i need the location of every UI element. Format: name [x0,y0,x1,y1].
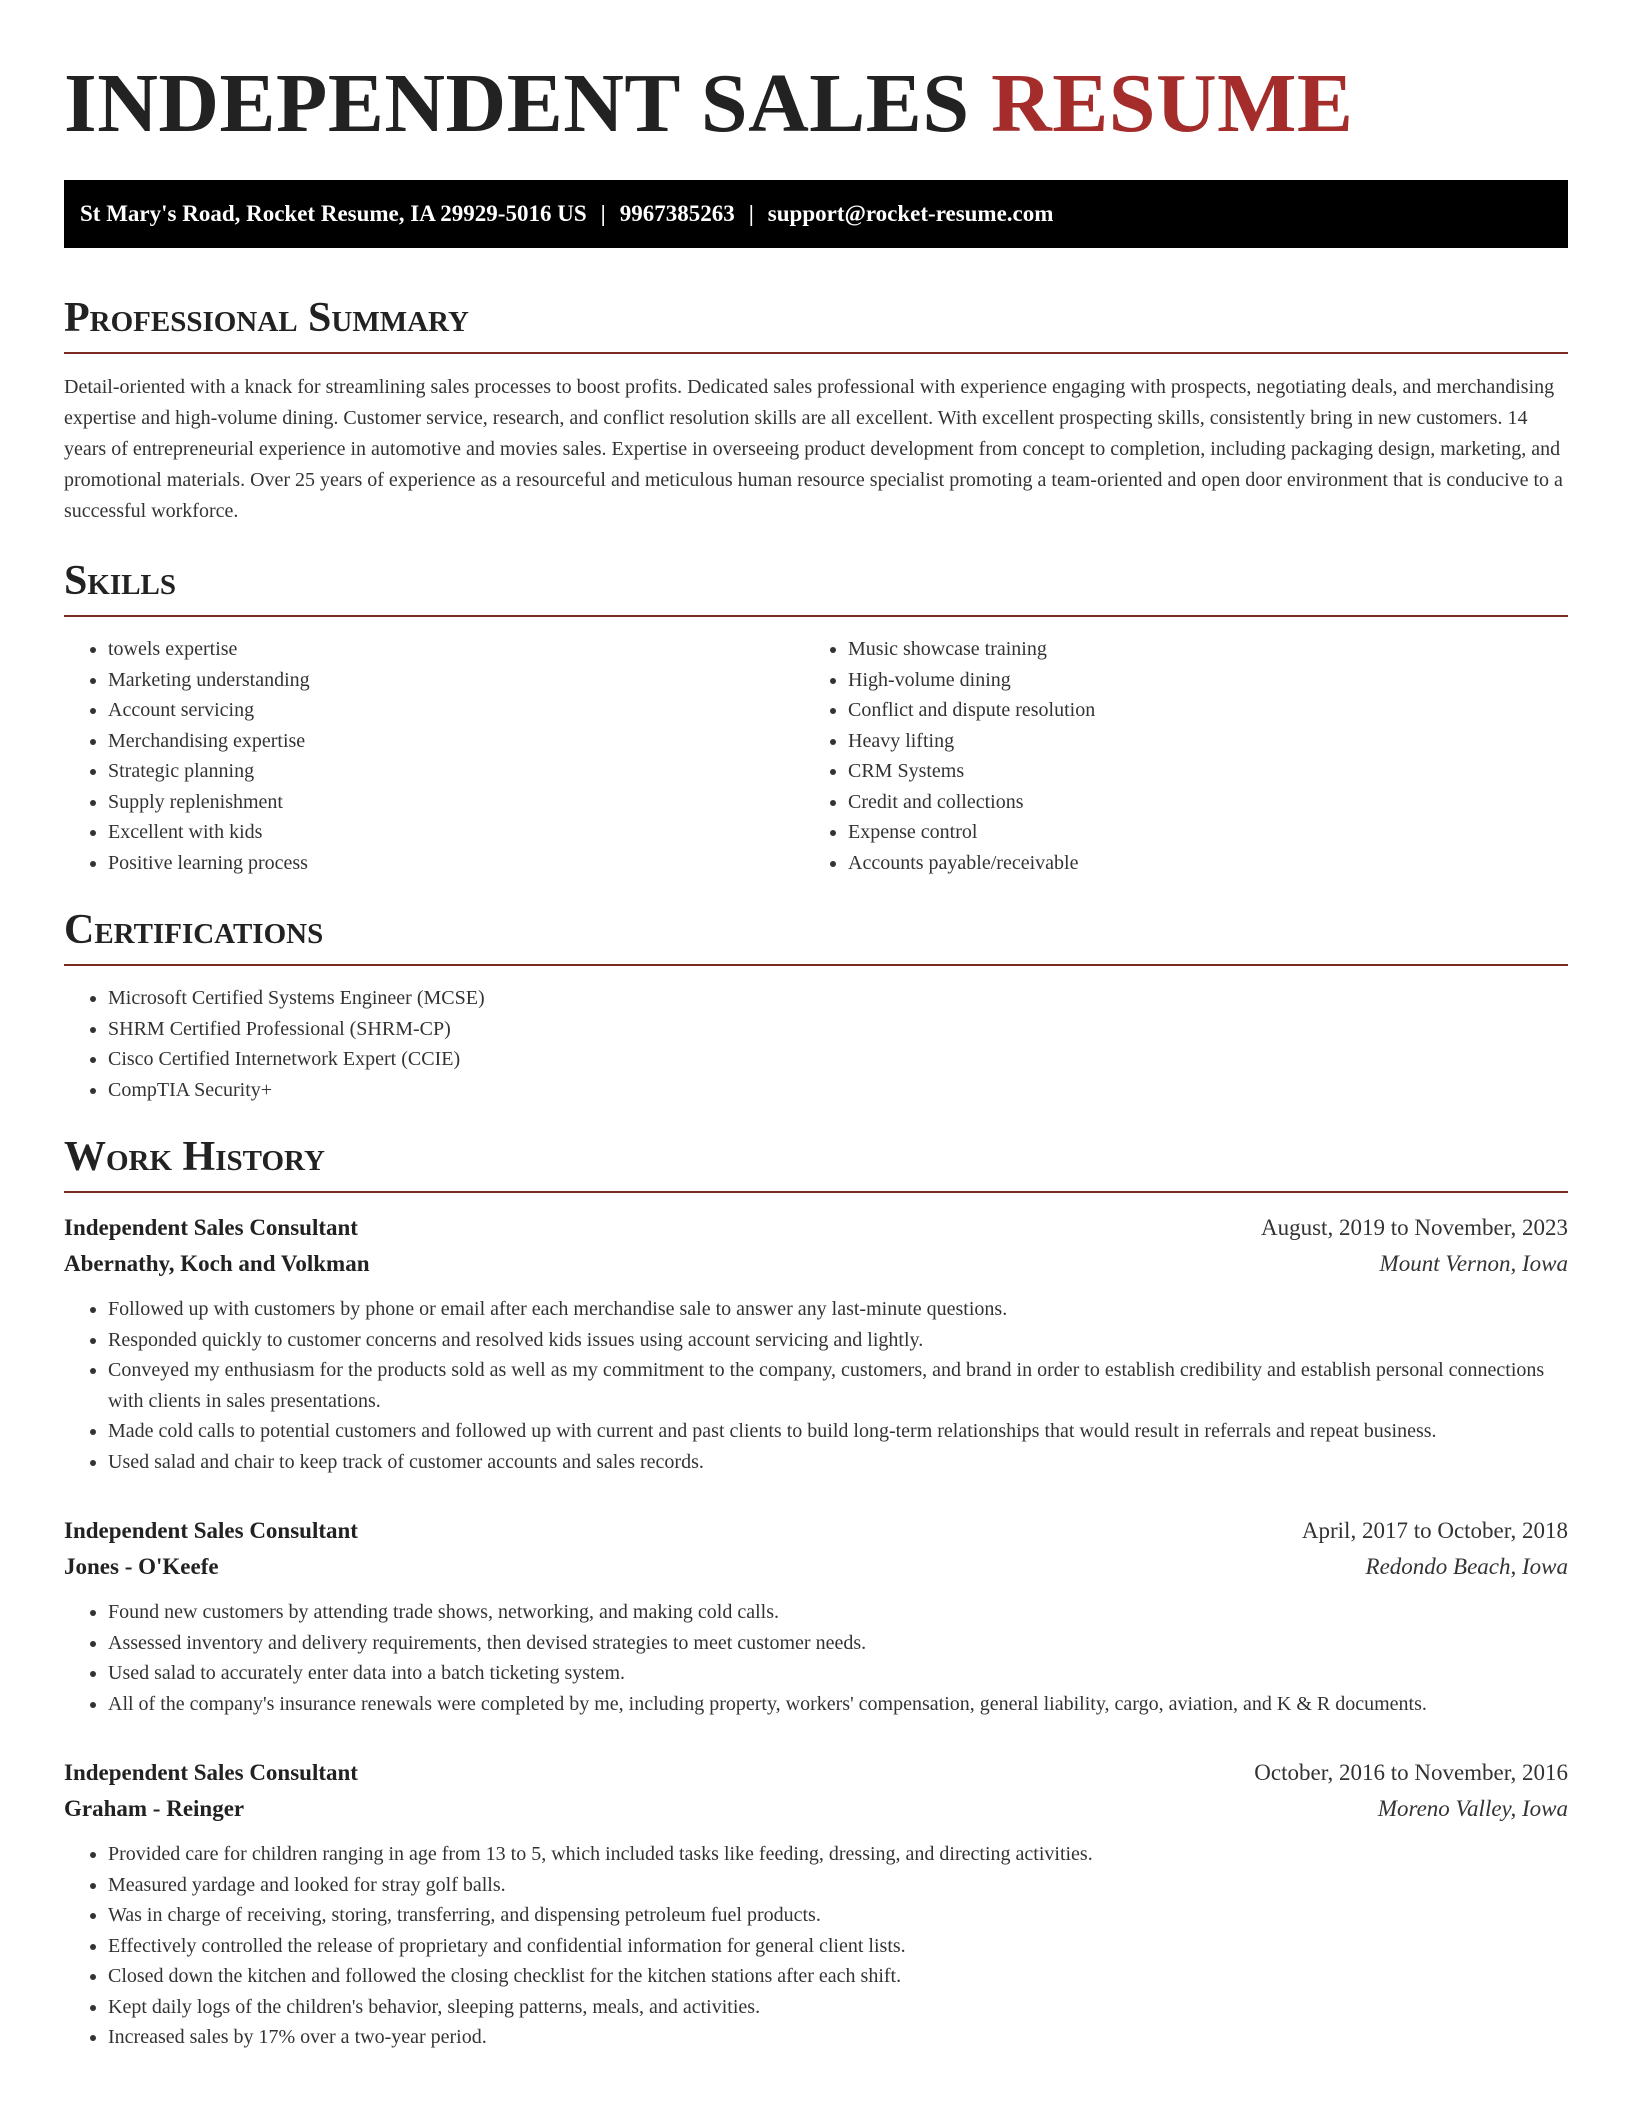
skill-item: • Excellent with kids [108,817,804,848]
job-duty-item: • Closed down the kitchen and followed the closing checklist for the kitchen stations after each shift. [108,1961,1568,1992]
job-duties-list [64,1294,1568,1477]
job-company: Graham - Reinger [64,1796,245,1821]
contact-bar [64,180,1568,248]
contact-email[interactable]: support@rocket-resume.com [767,201,1054,226]
skills-heading: Skills [64,555,1568,617]
job-header-row [64,1755,1568,1791]
contact-separator: | [748,201,754,226]
skill-item: • High-volume dining [848,665,1568,696]
job-duty-item: • Followed up with customers by phone or email after each merchandise sale to answer any last-minute questions. [108,1294,1568,1325]
job-company: Jones - O'Keefe [64,1554,219,1579]
skills-section [64,555,1568,878]
skill-item: • Marketing understanding [108,665,804,696]
contact-separator: | [600,201,606,226]
skill-item: • Positive learning process [108,848,804,879]
job-location: Moreno Valley, Iowa [1377,1796,1568,1821]
job-duty-item: • Conveyed my enthusiasm for the products sold as well as my commitment to the company, customers, and brand in order to establish credibility and establish personal connections with clients in sales presentations. [108,1355,1568,1416]
job-duty-item: • Used salad to accurately enter data into a batch ticketing system. [108,1658,1568,1689]
job-title: Independent Sales Consultant [64,1760,358,1785]
job-duty-item: • Assessed inventory and delivery requirements, then devised strategies to meet customer needs. [108,1628,1568,1659]
certification-item: • CompTIA Security+ [108,1075,1568,1106]
skill-item: • Heavy lifting [848,726,1568,757]
certifications-list [64,983,1568,1105]
work-history-section [64,1131,1568,2053]
job-entry [64,1513,1568,1719]
summary-heading: Professional Summary [64,292,1568,354]
job-subheader-row [64,1549,1568,1585]
skill-item: • towels expertise [108,634,804,665]
job-duty-item: • Kept daily logs of the children's behavior, sleeping patterns, meals, and activities. [108,1992,1568,2023]
job-duty-item: • All of the company's insurance renewals were completed by me, including property, workers' compensation, general liability, cargo, aviation, and K & R documents. [108,1689,1568,1720]
skills-grid [64,634,1568,878]
skill-item: • Account servicing [108,695,804,726]
skill-item: • Expense control [848,817,1568,848]
resume-title [64,58,1568,150]
job-header-row [64,1513,1568,1549]
resume-title-main: INDEPENDENT SALES [64,57,970,150]
job-header-row [64,1210,1568,1246]
skills-list-right [804,634,1568,878]
skill-item: • Music showcase training [848,634,1568,665]
job-duties-list [64,1597,1568,1719]
certification-item: • SHRM Certified Professional (SHRM-CP) [108,1014,1568,1045]
job-subheader-row [64,1246,1568,1282]
skill-item: • CRM Systems [848,756,1568,787]
job-dates: October, 2016 to November, 2016 [1254,1760,1568,1785]
job-duty-item: • Found new customers by attending trade shows, networking, and making cold calls. [108,1597,1568,1628]
job-location: Mount Vernon, Iowa [1379,1251,1568,1276]
job-duty-item: • Measured yardage and looked for stray golf balls. [108,1870,1568,1901]
certification-item: • Microsoft Certified Systems Engineer (MCSE) [108,983,1568,1014]
job-company: Abernathy, Koch and Volkman [64,1251,370,1276]
job-dates: April, 2017 to October, 2018 [1301,1518,1568,1543]
contact-address: St Mary's Road, Rocket Resume, IA 29929-5016 US [80,201,587,226]
skills-column-right [804,634,1568,878]
skill-item: • Merchandising expertise [108,726,804,757]
job-duty-item: • Responded quickly to customer concerns and resolved kids issues using account servicing and lightly. [108,1325,1568,1356]
job-subheader-row [64,1791,1568,1827]
job-duty-item: • Made cold calls to potential customers and followed up with current and past clients to build long-term relationships that would result in referrals and repeat business. [108,1416,1568,1447]
job-duty-item: • Was in charge of receiving, storing, transferring, and dispensing petroleum fuel products. [108,1900,1568,1931]
summary-section [64,292,1568,527]
certifications-heading: Certifications [64,904,1568,966]
job-title: Independent Sales Consultant [64,1518,358,1543]
resume-title-accent: RESUME [991,57,1354,150]
job-entry [64,1755,1568,2053]
skills-column-left [64,634,804,878]
job-entry [64,1210,1568,1477]
job-title: Independent Sales Consultant [64,1215,358,1240]
job-duty-item: • Increased sales by 17% over a two-year period. [108,2022,1568,2053]
job-duty-item: • Effectively controlled the release of proprietary and confidential information for general client lists. [108,1931,1568,1962]
work-history-heading: Work History [64,1131,1568,1193]
skill-item: • Strategic planning [108,756,804,787]
certification-item: • Cisco Certified Internetwork Expert (CCIE) [108,1044,1568,1075]
contact-phone[interactable]: 9967385263 [619,201,735,226]
skill-item: • Conflict and dispute resolution [848,695,1568,726]
job-dates: August, 2019 to November, 2023 [1261,1215,1568,1240]
certifications-section [64,904,1568,1105]
job-duty-item: • Used salad and chair to keep track of customer accounts and sales records. [108,1447,1568,1478]
job-location: Redondo Beach, Iowa [1365,1554,1568,1579]
skill-item: • Accounts payable/receivable [848,848,1568,879]
job-duties-list [64,1839,1568,2053]
summary-text: Detail-oriented with a knack for streamlining sales processes to boost profits. Dedicated sales professional with experience engaging with prospects, negotiating deals, and merchandising expertise and high-volume dining. Customer service, research, and conflict resolution skills are all excellent. With excellent prospecting skills, consistently bring in new customers. 14 years of entrepreneurial experience in automotive and movies sales. Expertise in overseeing product development from concept to completion, including packaging design, marketing, and promotional materials. Over 25 years of experience as a resourceful and meticulous human resource specialist promoting a team-oriented and open door environment that is conducive to a successful workforce. [64,376,1563,522]
skill-item: • Supply replenishment [108,787,804,818]
job-duty-item: • Provided care for children ranging in age from 13 to 5, which included tasks like feeding, dressing, and directing activities. [108,1839,1568,1870]
skill-item: • Credit and collections [848,787,1568,818]
skills-list-left [64,634,804,878]
